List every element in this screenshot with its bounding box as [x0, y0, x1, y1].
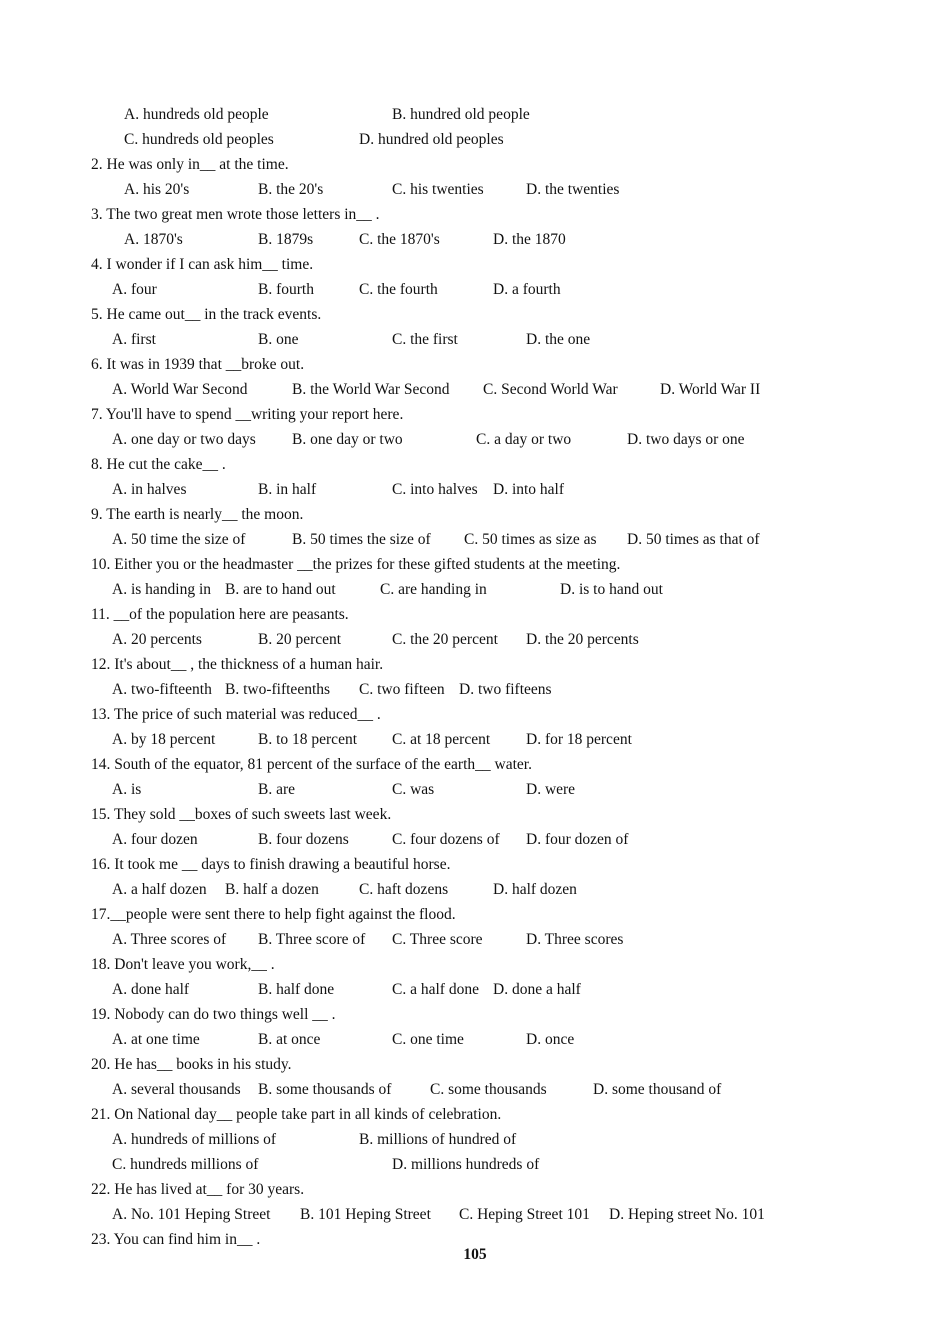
answer-option: C. are handing in	[380, 581, 487, 598]
answer-option: B. half a dozen	[225, 881, 319, 898]
answer-option: B. two-fifteenths	[225, 681, 331, 698]
question-text: 5. He came out__ in the track events.	[91, 306, 322, 323]
answer-option: A. his 20's	[124, 181, 190, 198]
answer-option: D. four dozen of	[526, 831, 629, 848]
answer-option: C. was	[392, 781, 435, 798]
answer-option: C. a half done	[392, 981, 479, 998]
answer-option: D. a fourth	[493, 281, 561, 298]
answer-option: A. by 18 percent	[112, 731, 216, 748]
answer-option: D. two days or one	[627, 431, 745, 448]
answer-option: B. Three score of	[258, 931, 366, 948]
answer-option: D. half dozen	[493, 881, 577, 898]
answer-option: B. 50 times the size of	[292, 531, 431, 548]
question-text: 14. South of the equator, 81 percent of the surface of the earth__ water.	[91, 756, 532, 773]
answer-option: A. at one time	[112, 1031, 200, 1048]
answer-option: B. 1879s	[258, 231, 314, 248]
answer-option: B. millions of hundred of	[359, 1131, 517, 1148]
answer-option: C. the first	[392, 331, 458, 348]
answer-option: A. four	[112, 281, 157, 298]
answer-option: C. the 20 percent	[392, 631, 498, 648]
answer-option: B. four dozens	[258, 831, 349, 848]
answer-option: A. 1870's	[124, 231, 183, 248]
answer-option: A. hundreds of millions of	[112, 1131, 277, 1148]
answer-option: C. 50 times as size as	[464, 531, 597, 548]
question-text: 13. The price of such material was reduced__ .	[91, 706, 381, 723]
answer-option: A. two-fifteenth	[112, 681, 212, 698]
answer-option: A. No. 101 Heping Street	[112, 1206, 271, 1223]
page-number: 105	[463, 1246, 487, 1263]
answer-option: D. is to hand out	[560, 581, 663, 598]
question-text: 7. You'll have to spend __writing your report here.	[91, 406, 404, 423]
answer-option: A. several thousands	[112, 1081, 241, 1098]
answer-option: A. in halves	[112, 481, 187, 498]
answer-option: C. into halves	[392, 481, 478, 498]
question-text: 22. He has lived at__ for 30 years.	[91, 1181, 305, 1198]
question-text: 23. You can find him in__ .	[91, 1231, 261, 1248]
answer-option: C. one time	[392, 1031, 464, 1048]
question-text: 3. The two great men wrote those letters in__ .	[91, 206, 380, 223]
answer-option: B. are	[258, 781, 296, 798]
answer-option: A. 50 time the size of	[112, 531, 246, 548]
question-text: 15. They sold __boxes of such sweets last week.	[91, 806, 392, 823]
answer-option: B. 20 percent	[258, 631, 342, 648]
answer-option: D. the one	[526, 331, 591, 348]
answer-option: D. done a half	[493, 981, 581, 998]
question-text: 10. Either you or the headmaster __the prizes for these gifted students at the meeting.	[91, 556, 621, 573]
answer-option: D. for 18 percent	[526, 731, 632, 748]
answer-option: C. Three score	[392, 931, 483, 948]
answer-option: B. the World War Second	[292, 381, 450, 398]
answer-option: C. four dozens of	[392, 831, 500, 848]
question-text: 20. He has__ books in his study.	[91, 1056, 292, 1073]
question-text: 21. On National day__ people take part in all kinds of celebration.	[91, 1106, 502, 1123]
answer-option: D. into half	[493, 481, 565, 498]
answer-option: D. were	[526, 781, 576, 798]
question-text: 6. It was in 1939 that __broke out.	[91, 356, 305, 373]
answer-option: D. Three scores	[526, 931, 624, 948]
answer-option: D. once	[526, 1031, 575, 1048]
answer-option: C. two fifteen	[359, 681, 445, 698]
question-text: 17.__people were sent there to help fight against the flood.	[91, 906, 456, 923]
question-text: 18. Don't leave you work,__ .	[91, 956, 275, 973]
answer-option: A. a half dozen	[112, 881, 207, 898]
answer-option: A. one day or two days	[112, 431, 256, 448]
answer-option: A. hundreds old people	[124, 106, 269, 123]
answer-option: B. some thousands of	[258, 1081, 392, 1098]
answer-option: C. Second World War	[483, 381, 618, 398]
question-text: 9. The earth is nearly__ the moon.	[91, 506, 304, 523]
answer-option: B. at once	[258, 1031, 321, 1048]
answer-option: A. Three scores of	[112, 931, 227, 948]
answer-option: D. 50 times as that of	[627, 531, 760, 548]
answer-option: A. World War Second	[112, 381, 248, 398]
answer-option: D. some thousand of	[593, 1081, 722, 1098]
answer-option: B. fourth	[258, 281, 314, 298]
answer-option: D. Heping street No. 101	[609, 1206, 765, 1223]
answer-option: C. haft dozens	[359, 881, 449, 898]
answer-option: D. the 20 percents	[526, 631, 639, 648]
answer-option: B. are to hand out	[225, 581, 336, 598]
answer-option: B. the 20's	[258, 181, 324, 198]
answer-option: C. the fourth	[359, 281, 438, 298]
answer-option: D. hundred old peoples	[359, 131, 504, 148]
answer-option: A. first	[112, 331, 156, 348]
answer-option: B. hundred old people	[392, 106, 530, 123]
answer-option: C. the 1870's	[359, 231, 440, 248]
answer-option: D. two fifteens	[459, 681, 552, 698]
question-text: 2. He was only in__ at the time.	[91, 156, 289, 173]
answer-option: A. 20 percents	[112, 631, 202, 648]
answer-option: B. in half	[258, 481, 317, 498]
answer-option: D. World War II	[660, 381, 761, 398]
answer-option: A. is	[112, 781, 142, 798]
answer-option: A. done half	[112, 981, 190, 998]
question-text: 4. I wonder if I can ask him__ time.	[91, 256, 314, 273]
answer-option: D. the twenties	[526, 181, 620, 198]
answer-option: A. is handing in	[112, 581, 212, 598]
answer-option: A. four dozen	[112, 831, 198, 848]
answer-option: B. to 18 percent	[258, 731, 358, 748]
question-text: 12. It's about__ , the thickness of a human hair.	[91, 656, 384, 673]
question-text: 16. It took me __ days to finish drawing a beautiful horse.	[91, 856, 451, 873]
answer-option: B. 101 Heping Street	[300, 1206, 431, 1223]
answer-option: C. a day or two	[476, 431, 572, 448]
answer-option: C. hundreds millions of	[112, 1156, 259, 1173]
question-text: 8. He cut the cake__ .	[91, 456, 226, 473]
answer-option: D. the 1870	[493, 231, 566, 248]
answer-option: B. half done	[258, 981, 335, 998]
answer-option: C. Heping Street 101	[459, 1206, 590, 1223]
answer-option: C. at 18 percent	[392, 731, 491, 748]
answer-option: B. one	[258, 331, 299, 348]
answer-option: C. some thousands	[430, 1081, 547, 1098]
answer-option: B. one day or two	[292, 431, 403, 448]
question-text: 11. __of the population here are peasants.	[91, 606, 349, 623]
answer-option: D. millions hundreds of	[392, 1156, 540, 1173]
answer-option: C. hundreds old peoples	[124, 131, 274, 148]
answer-option: C. his twenties	[392, 181, 484, 198]
question-text: 19. Nobody can do two things well __ .	[91, 1006, 336, 1023]
